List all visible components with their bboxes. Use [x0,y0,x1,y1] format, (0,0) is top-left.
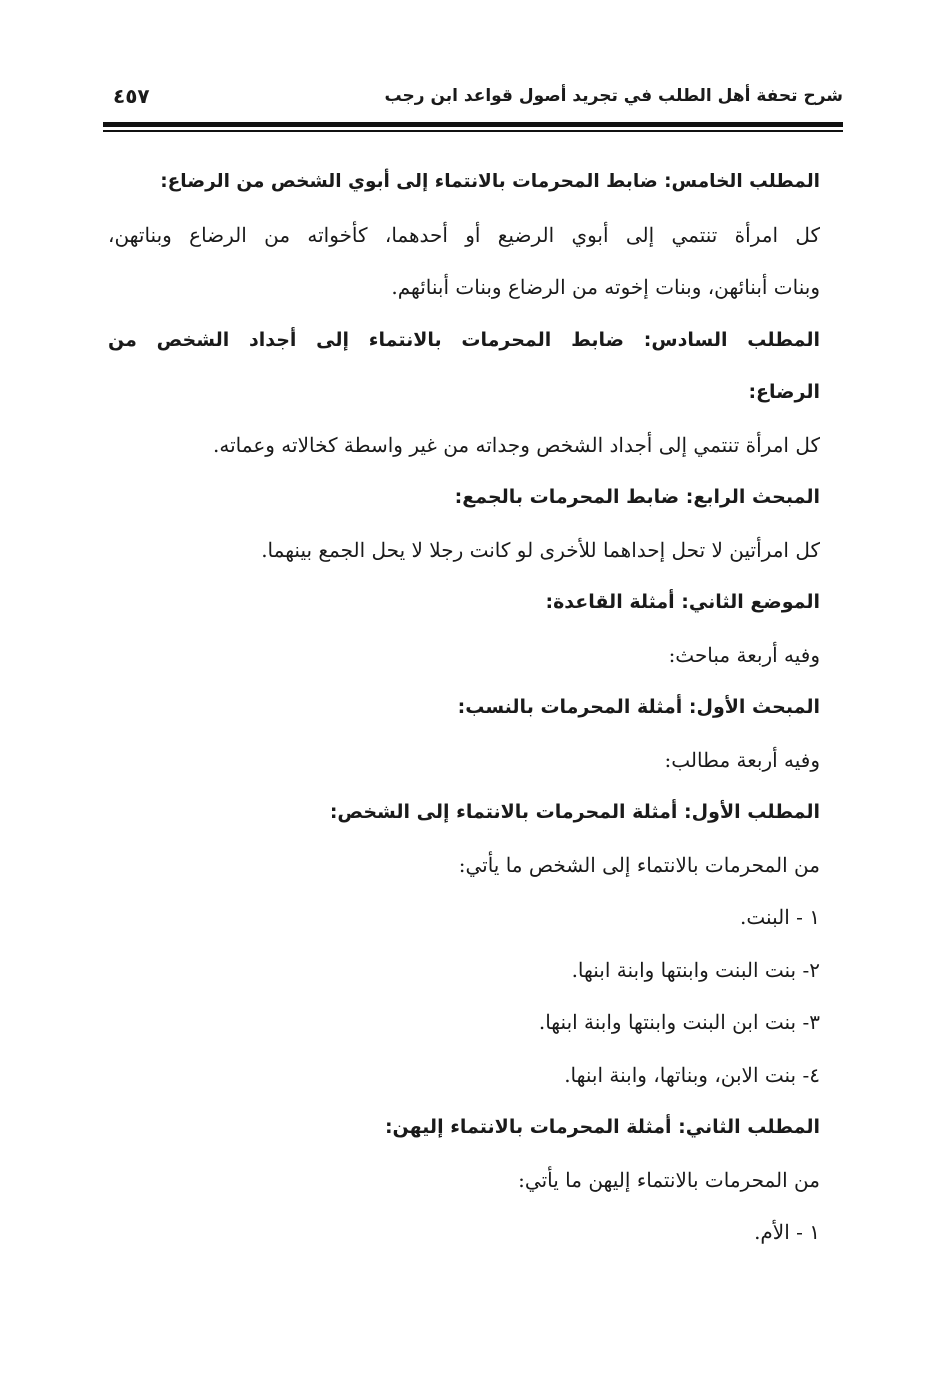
body-text-line: كل امرأة تنتمي إلى أبوي الرضيع أو أحدهما، كأخواته من الرضاع وبناتهن، [108,222,820,247]
section-heading: المطلب الأول: أمثلة المحرمات بالانتماء إلى الشخص: [329,801,820,823]
section-heading: المبحث الرابع: ضابط المحرمات بالجمع: [454,486,820,508]
section-heading-continuation: الرضاع: [748,381,820,403]
book-title: شرح تحفة أهل الطلب في تجريد أصول قواعد ابن رجب [384,86,843,106]
section-heading: المطلب الثاني: أمثلة المحرمات بالانتماء إليهن: [384,1116,820,1138]
body-text-line: كل امرأتين لا تحل إحداهما للأخرى لو كانت رجلا لا يحل الجمع بينهما. [261,537,820,562]
section-heading: المطلب السادس: ضابط المحرمات بالانتماء إلى أجداد الشخص من [108,328,820,351]
body-text-line: وفيه أربعة مباحث: [668,642,820,667]
page-body [108,156,820,1259]
body-text-line: وفيه أربعة مطالب: [664,747,820,772]
header-rule-thick [103,122,843,127]
list-item: ٣- بنت ابن البنت وابنتها وابنة ابنها. [538,1010,820,1034]
list-item: ١ - البنت. [740,905,820,929]
body-text-line: من المحرمات بالانتماء إليهن ما يأتي: [518,1167,820,1192]
section-heading: الموضع الثاني: أمثلة القاعدة: [545,591,820,613]
running-header [103,82,843,118]
body-text-line: وبنات أبنائهن، وبنات إخوته من الرضاع وبنات أبنائهم. [391,275,820,299]
section-heading: المطلب الخامس: ضابط المحرمات بالانتماء إلى أبوي الشخص من الرضاع: [160,171,820,192]
body-text-line: كل امرأة تنتمي إلى أجداد الشخص وجداته من غير واسطة كخالاته وعماته. [213,432,820,457]
list-item: ١ - الأم. [754,1220,820,1244]
section-heading: المبحث الأول: أمثلة المحرمات بالنسب: [457,696,820,718]
page-number: ٤٥٧ [113,84,150,108]
list-item: ٤- بنت الابن، وبناتها، وابنة ابنها. [564,1062,820,1087]
header-rule-thin [103,130,843,132]
body-text-line: من المحرمات بالانتماء إلى الشخص ما يأتي: [458,852,820,877]
list-item: ٢- بنت البنت وابنتها وابنة ابنها. [571,957,820,982]
